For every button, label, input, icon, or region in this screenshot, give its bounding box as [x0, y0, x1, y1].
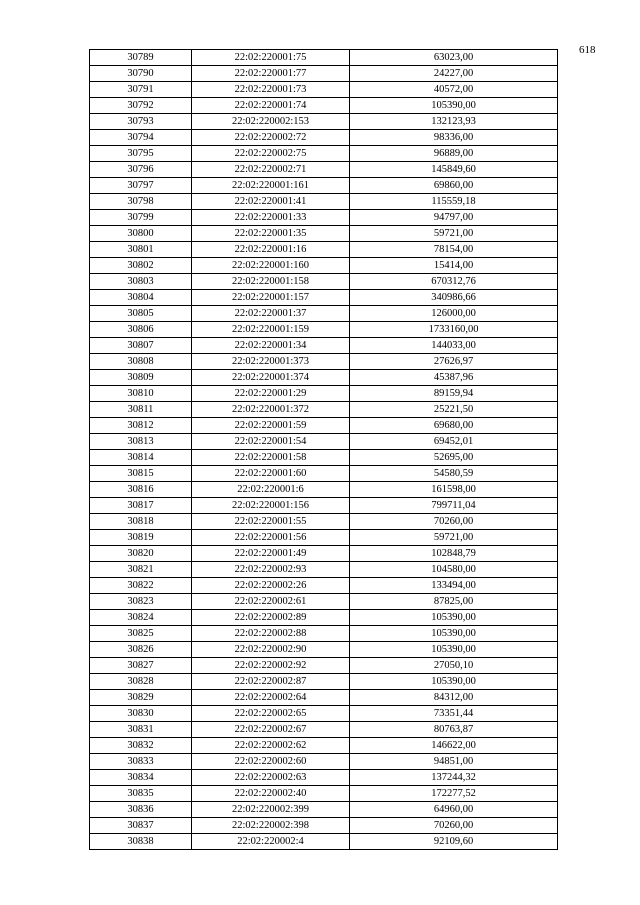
cadastral-number-cell: 22:02:220002:71 [192, 162, 350, 178]
table-row [90, 226, 558, 242]
value-cell: 172277,52 [350, 786, 558, 802]
cadastral-number-cell: 22:02:220002:90 [192, 642, 350, 658]
table-row [90, 530, 558, 546]
value-cell: 102848,79 [350, 546, 558, 562]
value-cell: 137244,32 [350, 770, 558, 786]
cadastral-number-cell: 22:02:220001:29 [192, 386, 350, 402]
value-cell: 27626,97 [350, 354, 558, 370]
row-number-cell: 30826 [90, 642, 192, 658]
value-cell: 78154,00 [350, 242, 558, 258]
row-number-cell: 30800 [90, 226, 192, 242]
table-row [90, 98, 558, 114]
value-cell: 70260,00 [350, 514, 558, 530]
row-number-cell: 30802 [90, 258, 192, 274]
row-number-cell: 30825 [90, 626, 192, 642]
value-cell: 144033,00 [350, 338, 558, 354]
cadastral-number-cell: 22:02:220002:60 [192, 754, 350, 770]
cadastral-number-cell: 22:02:220001:73 [192, 82, 350, 98]
cadastral-number-cell: 22:02:220001:159 [192, 322, 350, 338]
value-cell: 126000,00 [350, 306, 558, 322]
value-cell: 24227,00 [350, 66, 558, 82]
table-row [90, 610, 558, 626]
table-row [90, 370, 558, 386]
value-cell: 670312,76 [350, 274, 558, 290]
row-number-cell: 30838 [90, 834, 192, 850]
table-row [90, 210, 558, 226]
value-cell: 59721,00 [350, 226, 558, 242]
value-cell: 84312,00 [350, 690, 558, 706]
table-row [90, 434, 558, 450]
table-row [90, 482, 558, 498]
value-cell: 92109,60 [350, 834, 558, 850]
row-number-cell: 30835 [90, 786, 192, 802]
row-number-cell: 30792 [90, 98, 192, 114]
cadastral-number-cell: 22:02:220001:59 [192, 418, 350, 434]
row-number-cell: 30820 [90, 546, 192, 562]
row-number-cell: 30812 [90, 418, 192, 434]
cadastral-number-cell: 22:02:220001:156 [192, 498, 350, 514]
row-number-cell: 30799 [90, 210, 192, 226]
cadastral-number-cell: 22:02:220001:75 [192, 50, 350, 66]
cadastral-number-cell: 22:02:220002:399 [192, 802, 350, 818]
table-row [90, 786, 558, 802]
row-number-cell: 30789 [90, 50, 192, 66]
table-row [90, 354, 558, 370]
cadastral-number-cell: 22:02:220001:49 [192, 546, 350, 562]
cadastral-number-cell: 22:02:220001:35 [192, 226, 350, 242]
table-row [90, 578, 558, 594]
row-number-cell: 30809 [90, 370, 192, 386]
table-row [90, 258, 558, 274]
value-cell: 98336,00 [350, 130, 558, 146]
table-row [90, 722, 558, 738]
row-number-cell: 30837 [90, 818, 192, 834]
table-row [90, 194, 558, 210]
table-row [90, 290, 558, 306]
table-row [90, 690, 558, 706]
table-row [90, 130, 558, 146]
row-number-cell: 30834 [90, 770, 192, 786]
value-cell: 96889,00 [350, 146, 558, 162]
table-row [90, 770, 558, 786]
table-row [90, 306, 558, 322]
value-cell: 40572,00 [350, 82, 558, 98]
value-cell: 63023,00 [350, 50, 558, 66]
row-number-cell: 30833 [90, 754, 192, 770]
value-cell: 69860,00 [350, 178, 558, 194]
table-row [90, 242, 558, 258]
cadastral-number-cell: 22:02:220002:4 [192, 834, 350, 850]
value-cell: 145849,60 [350, 162, 558, 178]
value-cell: 133494,00 [350, 578, 558, 594]
table-row [90, 386, 558, 402]
value-cell: 132123,93 [350, 114, 558, 130]
value-cell: 115559,18 [350, 194, 558, 210]
table-row [90, 322, 558, 338]
row-number-cell: 30831 [90, 722, 192, 738]
table-row [90, 146, 558, 162]
cadastral-number-cell: 22:02:220001:54 [192, 434, 350, 450]
value-cell: 94797,00 [350, 210, 558, 226]
value-cell: 105390,00 [350, 642, 558, 658]
row-number-cell: 30807 [90, 338, 192, 354]
cadastral-number-cell: 22:02:220001:56 [192, 530, 350, 546]
table-row [90, 466, 558, 482]
row-number-cell: 30808 [90, 354, 192, 370]
row-number-cell: 30822 [90, 578, 192, 594]
value-cell: 70260,00 [350, 818, 558, 834]
table-row [90, 754, 558, 770]
cadastral-number-cell: 22:02:220002:64 [192, 690, 350, 706]
cadastral-number-cell: 22:02:220002:92 [192, 658, 350, 674]
table-row [90, 834, 558, 850]
table-row [90, 498, 558, 514]
table-row [90, 706, 558, 722]
cadastral-number-cell: 22:02:220001:58 [192, 450, 350, 466]
row-number-cell: 30827 [90, 658, 192, 674]
value-cell: 45387,96 [350, 370, 558, 386]
table-row [90, 82, 558, 98]
page-number: 618 [579, 44, 596, 56]
row-number-cell: 30819 [90, 530, 192, 546]
row-number-cell: 30805 [90, 306, 192, 322]
row-number-cell: 30824 [90, 610, 192, 626]
cadastral-number-cell: 22:02:220002:89 [192, 610, 350, 626]
table-row [90, 274, 558, 290]
value-cell: 105390,00 [350, 674, 558, 690]
value-cell: 25221,50 [350, 402, 558, 418]
row-number-cell: 30806 [90, 322, 192, 338]
table-row [90, 674, 558, 690]
cadastral-number-cell: 22:02:220001:55 [192, 514, 350, 530]
cadastral-number-cell: 22:02:220001:160 [192, 258, 350, 274]
row-number-cell: 30791 [90, 82, 192, 98]
cadastral-number-cell: 22:02:220001:77 [192, 66, 350, 82]
value-cell: 69680,00 [350, 418, 558, 434]
cadastral-number-cell: 22:02:220001:74 [192, 98, 350, 114]
value-cell: 104580,00 [350, 562, 558, 578]
row-number-cell: 30813 [90, 434, 192, 450]
table-row [90, 450, 558, 466]
value-cell: 80763,87 [350, 722, 558, 738]
cadastral-number-cell: 22:02:220002:65 [192, 706, 350, 722]
table-row [90, 418, 558, 434]
cadastral-number-cell: 22:02:220002:26 [192, 578, 350, 594]
row-number-cell: 30794 [90, 130, 192, 146]
cadastral-number-cell: 22:02:220002:75 [192, 146, 350, 162]
table-row [90, 562, 558, 578]
table-row [90, 50, 558, 66]
cadastral-number-cell: 22:02:220002:40 [192, 786, 350, 802]
table-row [90, 338, 558, 354]
table-row [90, 802, 558, 818]
row-number-cell: 30815 [90, 466, 192, 482]
value-cell: 1733160,00 [350, 322, 558, 338]
cadastral-number-cell: 22:02:220001:374 [192, 370, 350, 386]
row-number-cell: 30790 [90, 66, 192, 82]
cadastral-number-cell: 22:02:220001:372 [192, 402, 350, 418]
row-number-cell: 30795 [90, 146, 192, 162]
table-row [90, 546, 558, 562]
cadastral-number-cell: 22:02:220001:37 [192, 306, 350, 322]
table-row [90, 402, 558, 418]
row-number-cell: 30793 [90, 114, 192, 130]
row-number-cell: 30804 [90, 290, 192, 306]
row-number-cell: 30829 [90, 690, 192, 706]
cadastral-number-cell: 22:02:220001:33 [192, 210, 350, 226]
row-number-cell: 30810 [90, 386, 192, 402]
value-cell: 105390,00 [350, 626, 558, 642]
value-cell: 52695,00 [350, 450, 558, 466]
row-number-cell: 30816 [90, 482, 192, 498]
value-cell: 94851,00 [350, 754, 558, 770]
value-cell: 161598,00 [350, 482, 558, 498]
row-number-cell: 30818 [90, 514, 192, 530]
registry-table [89, 49, 558, 850]
cadastral-number-cell: 22:02:220001:157 [192, 290, 350, 306]
row-number-cell: 30836 [90, 802, 192, 818]
cadastral-number-cell: 22:02:220001:34 [192, 338, 350, 354]
table-row [90, 66, 558, 82]
row-number-cell: 30814 [90, 450, 192, 466]
value-cell: 146622,00 [350, 738, 558, 754]
value-cell: 54580,59 [350, 466, 558, 482]
table-row [90, 178, 558, 194]
cadastral-number-cell: 22:02:220002:72 [192, 130, 350, 146]
value-cell: 89159,94 [350, 386, 558, 402]
cadastral-number-cell: 22:02:220002:93 [192, 562, 350, 578]
row-number-cell: 30801 [90, 242, 192, 258]
row-number-cell: 30796 [90, 162, 192, 178]
row-number-cell: 30797 [90, 178, 192, 194]
cadastral-number-cell: 22:02:220002:153 [192, 114, 350, 130]
value-cell: 799711,04 [350, 498, 558, 514]
table-row [90, 658, 558, 674]
value-cell: 15414,00 [350, 258, 558, 274]
cadastral-number-cell: 22:02:220002:61 [192, 594, 350, 610]
table-row [90, 626, 558, 642]
value-cell: 105390,00 [350, 610, 558, 626]
cadastral-number-cell: 22:02:220001:373 [192, 354, 350, 370]
cadastral-number-cell: 22:02:220001:16 [192, 242, 350, 258]
row-number-cell: 30830 [90, 706, 192, 722]
value-cell: 87825,00 [350, 594, 558, 610]
row-number-cell: 30832 [90, 738, 192, 754]
row-number-cell: 30803 [90, 274, 192, 290]
row-number-cell: 30821 [90, 562, 192, 578]
row-number-cell: 30817 [90, 498, 192, 514]
cadastral-number-cell: 22:02:220002:67 [192, 722, 350, 738]
cadastral-number-cell: 22:02:220001:158 [192, 274, 350, 290]
row-number-cell: 30798 [90, 194, 192, 210]
value-cell: 69452,01 [350, 434, 558, 450]
cadastral-number-cell: 22:02:220002:398 [192, 818, 350, 834]
cadastral-number-cell: 22:02:220001:60 [192, 466, 350, 482]
table-row [90, 642, 558, 658]
value-cell: 64960,00 [350, 802, 558, 818]
cadastral-number-cell: 22:02:220002:63 [192, 770, 350, 786]
row-number-cell: 30828 [90, 674, 192, 690]
table-row [90, 114, 558, 130]
row-number-cell: 30823 [90, 594, 192, 610]
cadastral-number-cell: 22:02:220001:6 [192, 482, 350, 498]
value-cell: 105390,00 [350, 98, 558, 114]
cadastral-number-cell: 22:02:220001:41 [192, 194, 350, 210]
table-row [90, 818, 558, 834]
cadastral-number-cell: 22:02:220002:62 [192, 738, 350, 754]
table-row [90, 738, 558, 754]
cadastral-number-cell: 22:02:220002:88 [192, 626, 350, 642]
table-row [90, 162, 558, 178]
value-cell: 59721,00 [350, 530, 558, 546]
registry-table-body [90, 50, 558, 850]
row-number-cell: 30811 [90, 402, 192, 418]
table-row [90, 594, 558, 610]
cadastral-number-cell: 22:02:220002:87 [192, 674, 350, 690]
value-cell: 73351,44 [350, 706, 558, 722]
cadastral-number-cell: 22:02:220001:161 [192, 178, 350, 194]
value-cell: 27050,10 [350, 658, 558, 674]
value-cell: 340986,66 [350, 290, 558, 306]
table-row [90, 514, 558, 530]
